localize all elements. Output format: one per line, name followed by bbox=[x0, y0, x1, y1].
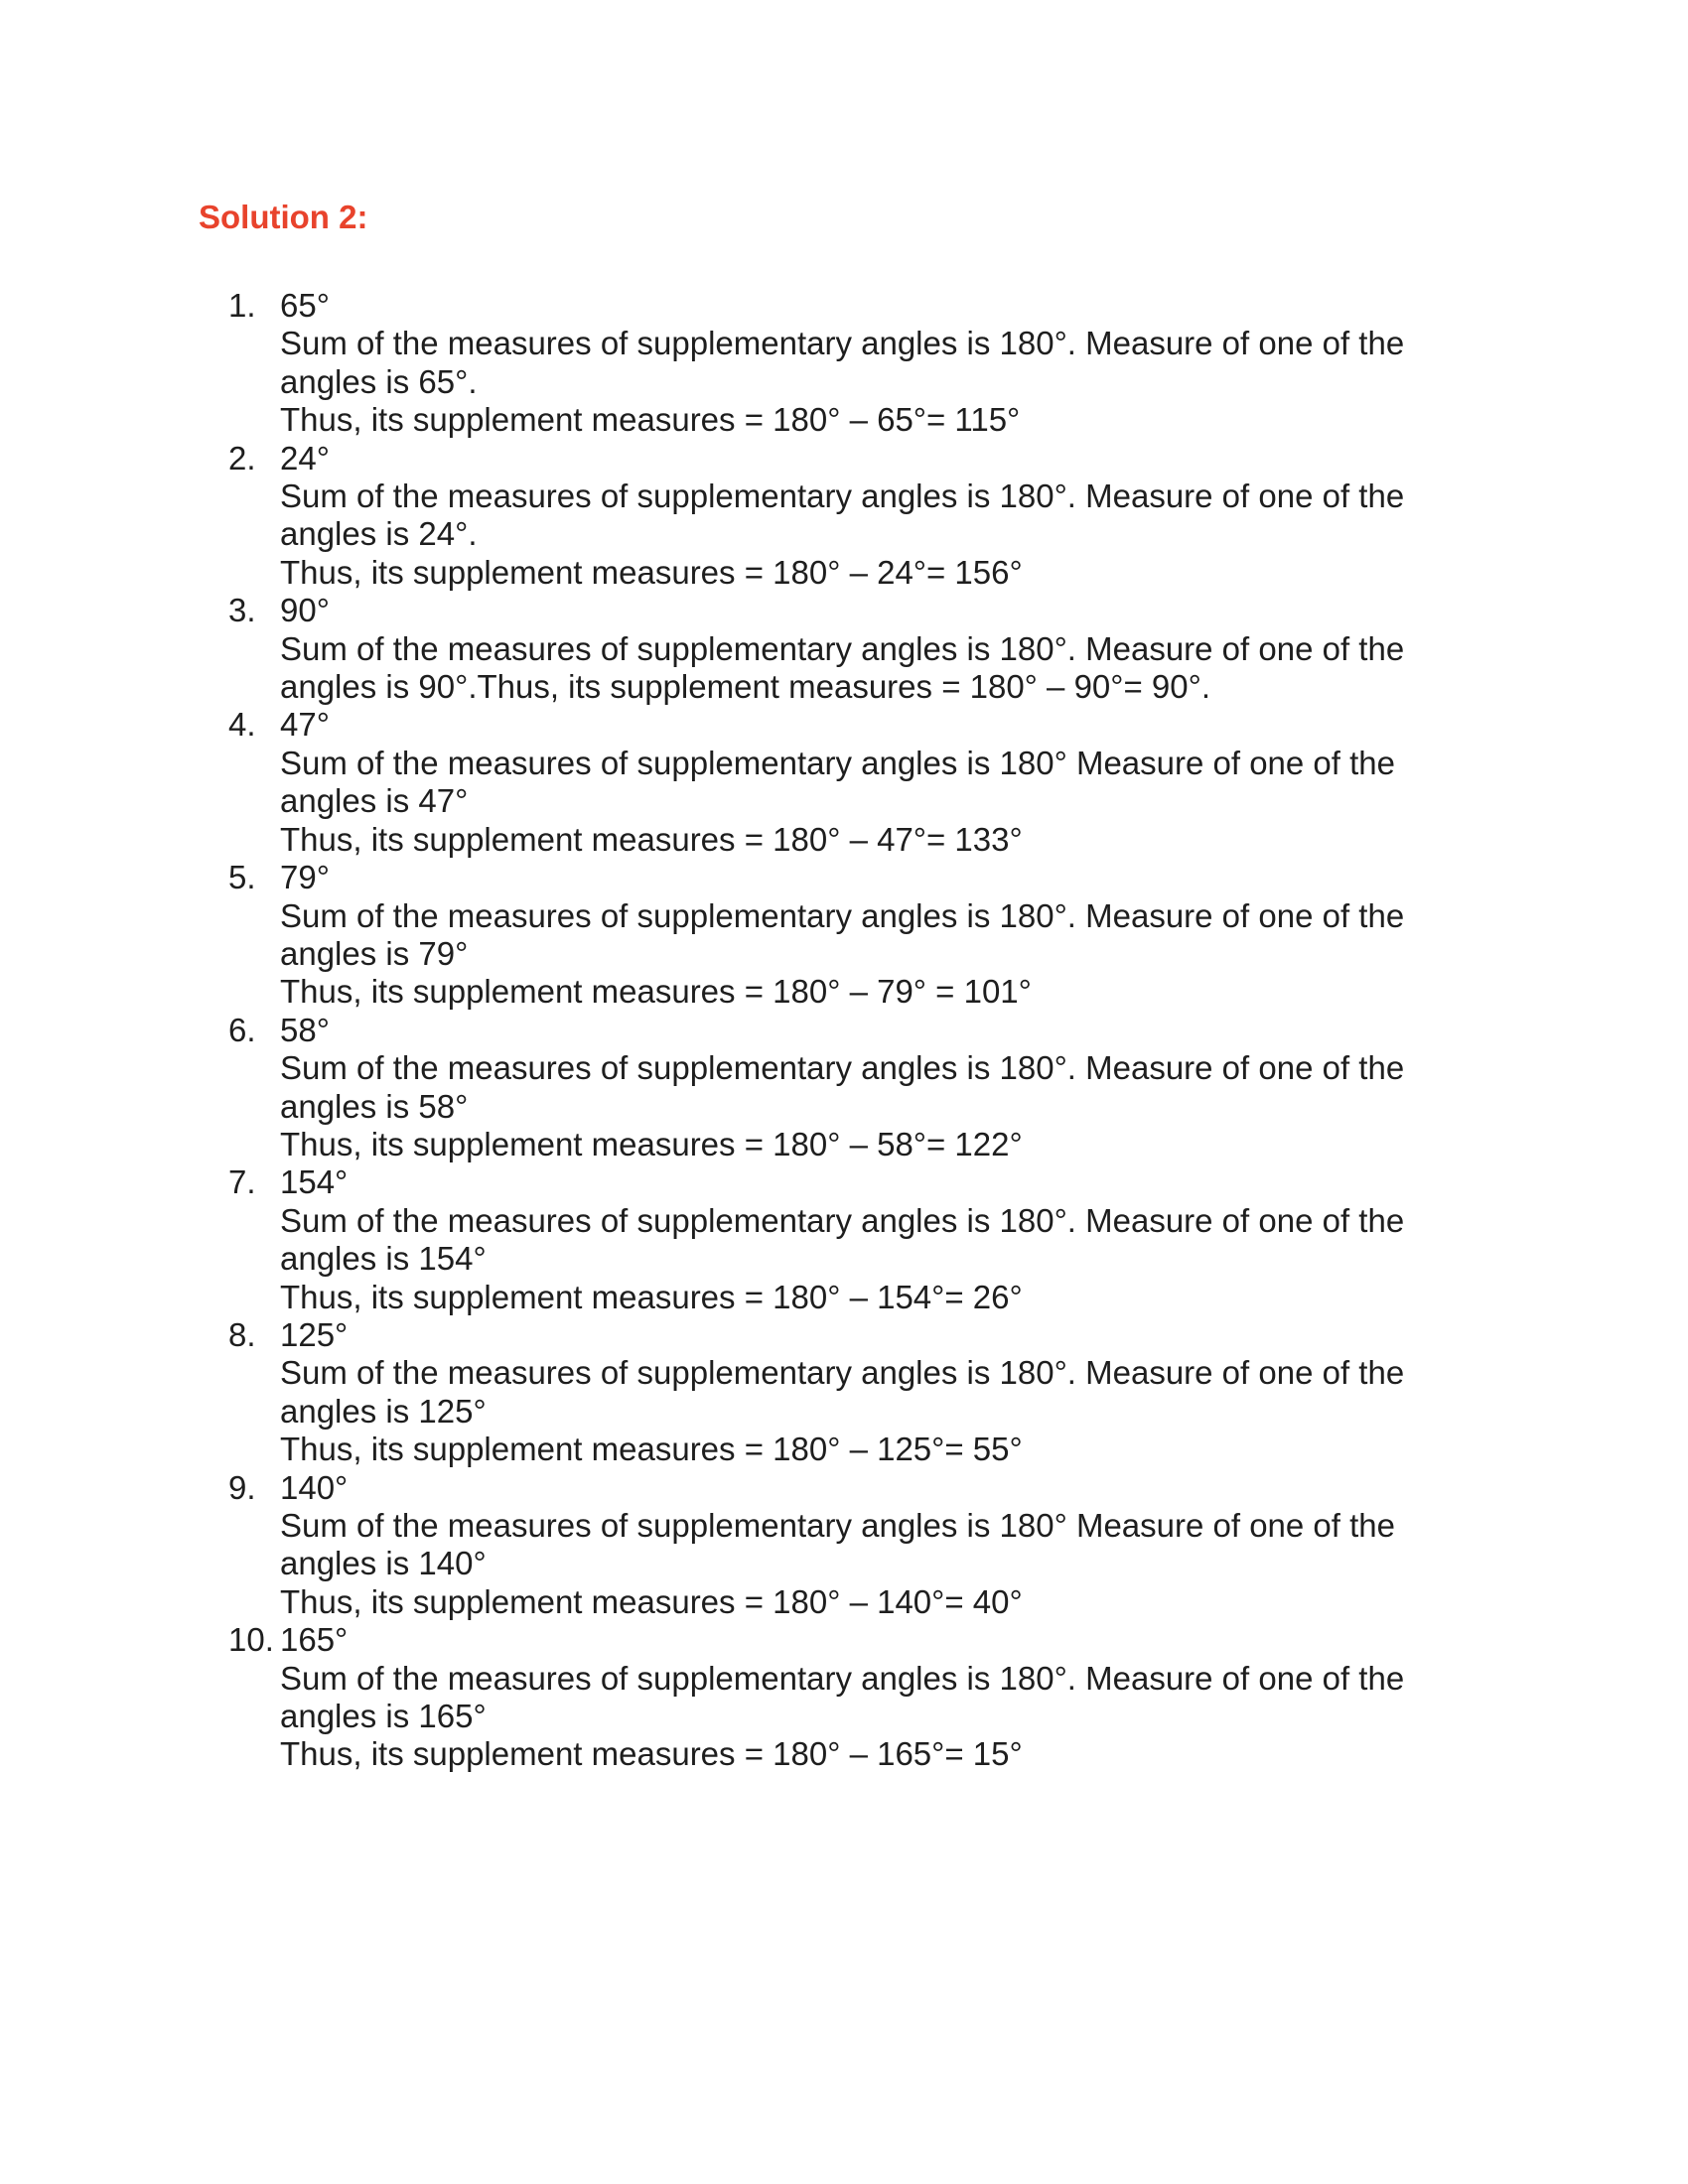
item-explanation-line: Thus, its supplement measures = 180° – 58°= 122° bbox=[280, 1125, 1023, 1162]
item-angle: 140° bbox=[280, 1468, 349, 1506]
item-explanation-line: Sum of the measures of supplementary angles is 180°. Measure of one of the bbox=[280, 629, 1405, 667]
solution-heading: Solution 2: bbox=[199, 199, 368, 235]
item-angle: 125° bbox=[280, 1315, 349, 1353]
item-explanation-line: Thus, its supplement measures = 180° – 79° = 101° bbox=[280, 973, 1032, 1011]
item-explanation-line: angles is 140° bbox=[280, 1545, 487, 1582]
item-number: 1. bbox=[228, 287, 256, 324]
item-angle: 47° bbox=[280, 706, 330, 744]
solution-list bbox=[228, 287, 1479, 1774]
item-number: 8. bbox=[228, 1315, 256, 1353]
solution-item bbox=[228, 859, 1479, 1012]
item-explanation-line: Sum of the measures of supplementary angles is 180°. Measure of one of the bbox=[280, 1659, 1405, 1697]
solution-item bbox=[228, 592, 1479, 706]
item-explanation-line: angles is 90°.Thus, its supplement measures = 180° – 90°= 90°. bbox=[280, 668, 1210, 706]
item-angle: 24° bbox=[280, 439, 330, 477]
item-explanation-line: Thus, its supplement measures = 180° – 140°= 40° bbox=[280, 1582, 1023, 1620]
item-explanation-line: Sum of the measures of supplementary angles is 180°. Measure of one of the bbox=[280, 1049, 1405, 1087]
item-explanation-line: angles is 58° bbox=[280, 1087, 469, 1125]
item-explanation-line: Thus, its supplement measures = 180° – 24°= 156° bbox=[280, 553, 1023, 591]
item-explanation-line: angles is 24°. bbox=[280, 515, 478, 553]
item-explanation-line: angles is 47° bbox=[280, 782, 469, 820]
item-explanation-line: angles is 165° bbox=[280, 1698, 487, 1735]
item-explanation-line: Sum of the measures of supplementary angles is 180°. Measure of one of the bbox=[280, 1201, 1405, 1239]
solution-item bbox=[228, 706, 1479, 859]
item-number: 10. bbox=[228, 1621, 274, 1659]
solution-item bbox=[228, 1163, 1479, 1316]
item-explanation-line: Sum of the measures of supplementary angles is 180° Measure of one of the bbox=[280, 744, 1395, 781]
item-angle: 58° bbox=[280, 1011, 330, 1048]
solution-item bbox=[228, 1316, 1479, 1469]
item-angle: 79° bbox=[280, 859, 330, 896]
item-angle: 65° bbox=[280, 287, 330, 324]
item-explanation-line: Sum of the measures of supplementary angles is 180°. Measure of one of the bbox=[280, 1354, 1405, 1392]
item-explanation-line: Thus, its supplement measures = 180° – 165°= 15° bbox=[280, 1735, 1023, 1773]
item-number: 4. bbox=[228, 706, 256, 744]
item-number: 6. bbox=[228, 1011, 256, 1048]
item-number: 9. bbox=[228, 1468, 256, 1506]
solution-item bbox=[228, 440, 1479, 593]
item-explanation-line: Sum of the measures of supplementary angles is 180° Measure of one of the bbox=[280, 1507, 1395, 1544]
item-explanation-line: angles is 65°. bbox=[280, 362, 478, 400]
item-number: 7. bbox=[228, 1163, 256, 1201]
item-explanation-line: Thus, its supplement measures = 180° – 65°= 115° bbox=[280, 401, 1021, 439]
item-explanation-line: Thus, its supplement measures = 180° – 154°= 26° bbox=[280, 1278, 1023, 1315]
solution-item bbox=[228, 1012, 1479, 1164]
item-angle: 154° bbox=[280, 1163, 349, 1201]
solution-item bbox=[228, 287, 1479, 440]
item-explanation-line: Sum of the measures of supplementary angles is 180°. Measure of one of the bbox=[280, 896, 1405, 934]
item-explanation-line: Sum of the measures of supplementary angles is 180°. Measure of one of the bbox=[280, 478, 1405, 515]
item-angle: 165° bbox=[280, 1621, 349, 1659]
item-explanation-line: angles is 154° bbox=[280, 1240, 487, 1278]
item-explanation-line: angles is 125° bbox=[280, 1392, 487, 1430]
solution-item bbox=[228, 1621, 1479, 1774]
item-explanation-line: angles is 79° bbox=[280, 934, 469, 972]
item-explanation-line: Thus, its supplement measures = 180° – 47°= 133° bbox=[280, 820, 1023, 858]
item-explanation-line: Thus, its supplement measures = 180° – 125°= 55° bbox=[280, 1431, 1023, 1468]
item-angle: 90° bbox=[280, 592, 330, 629]
solution-item bbox=[228, 1469, 1479, 1622]
item-explanation-line: Sum of the measures of supplementary angles is 180°. Measure of one of the bbox=[280, 325, 1405, 362]
item-number: 5. bbox=[228, 859, 256, 896]
item-number: 2. bbox=[228, 439, 256, 477]
item-number: 3. bbox=[228, 592, 256, 629]
